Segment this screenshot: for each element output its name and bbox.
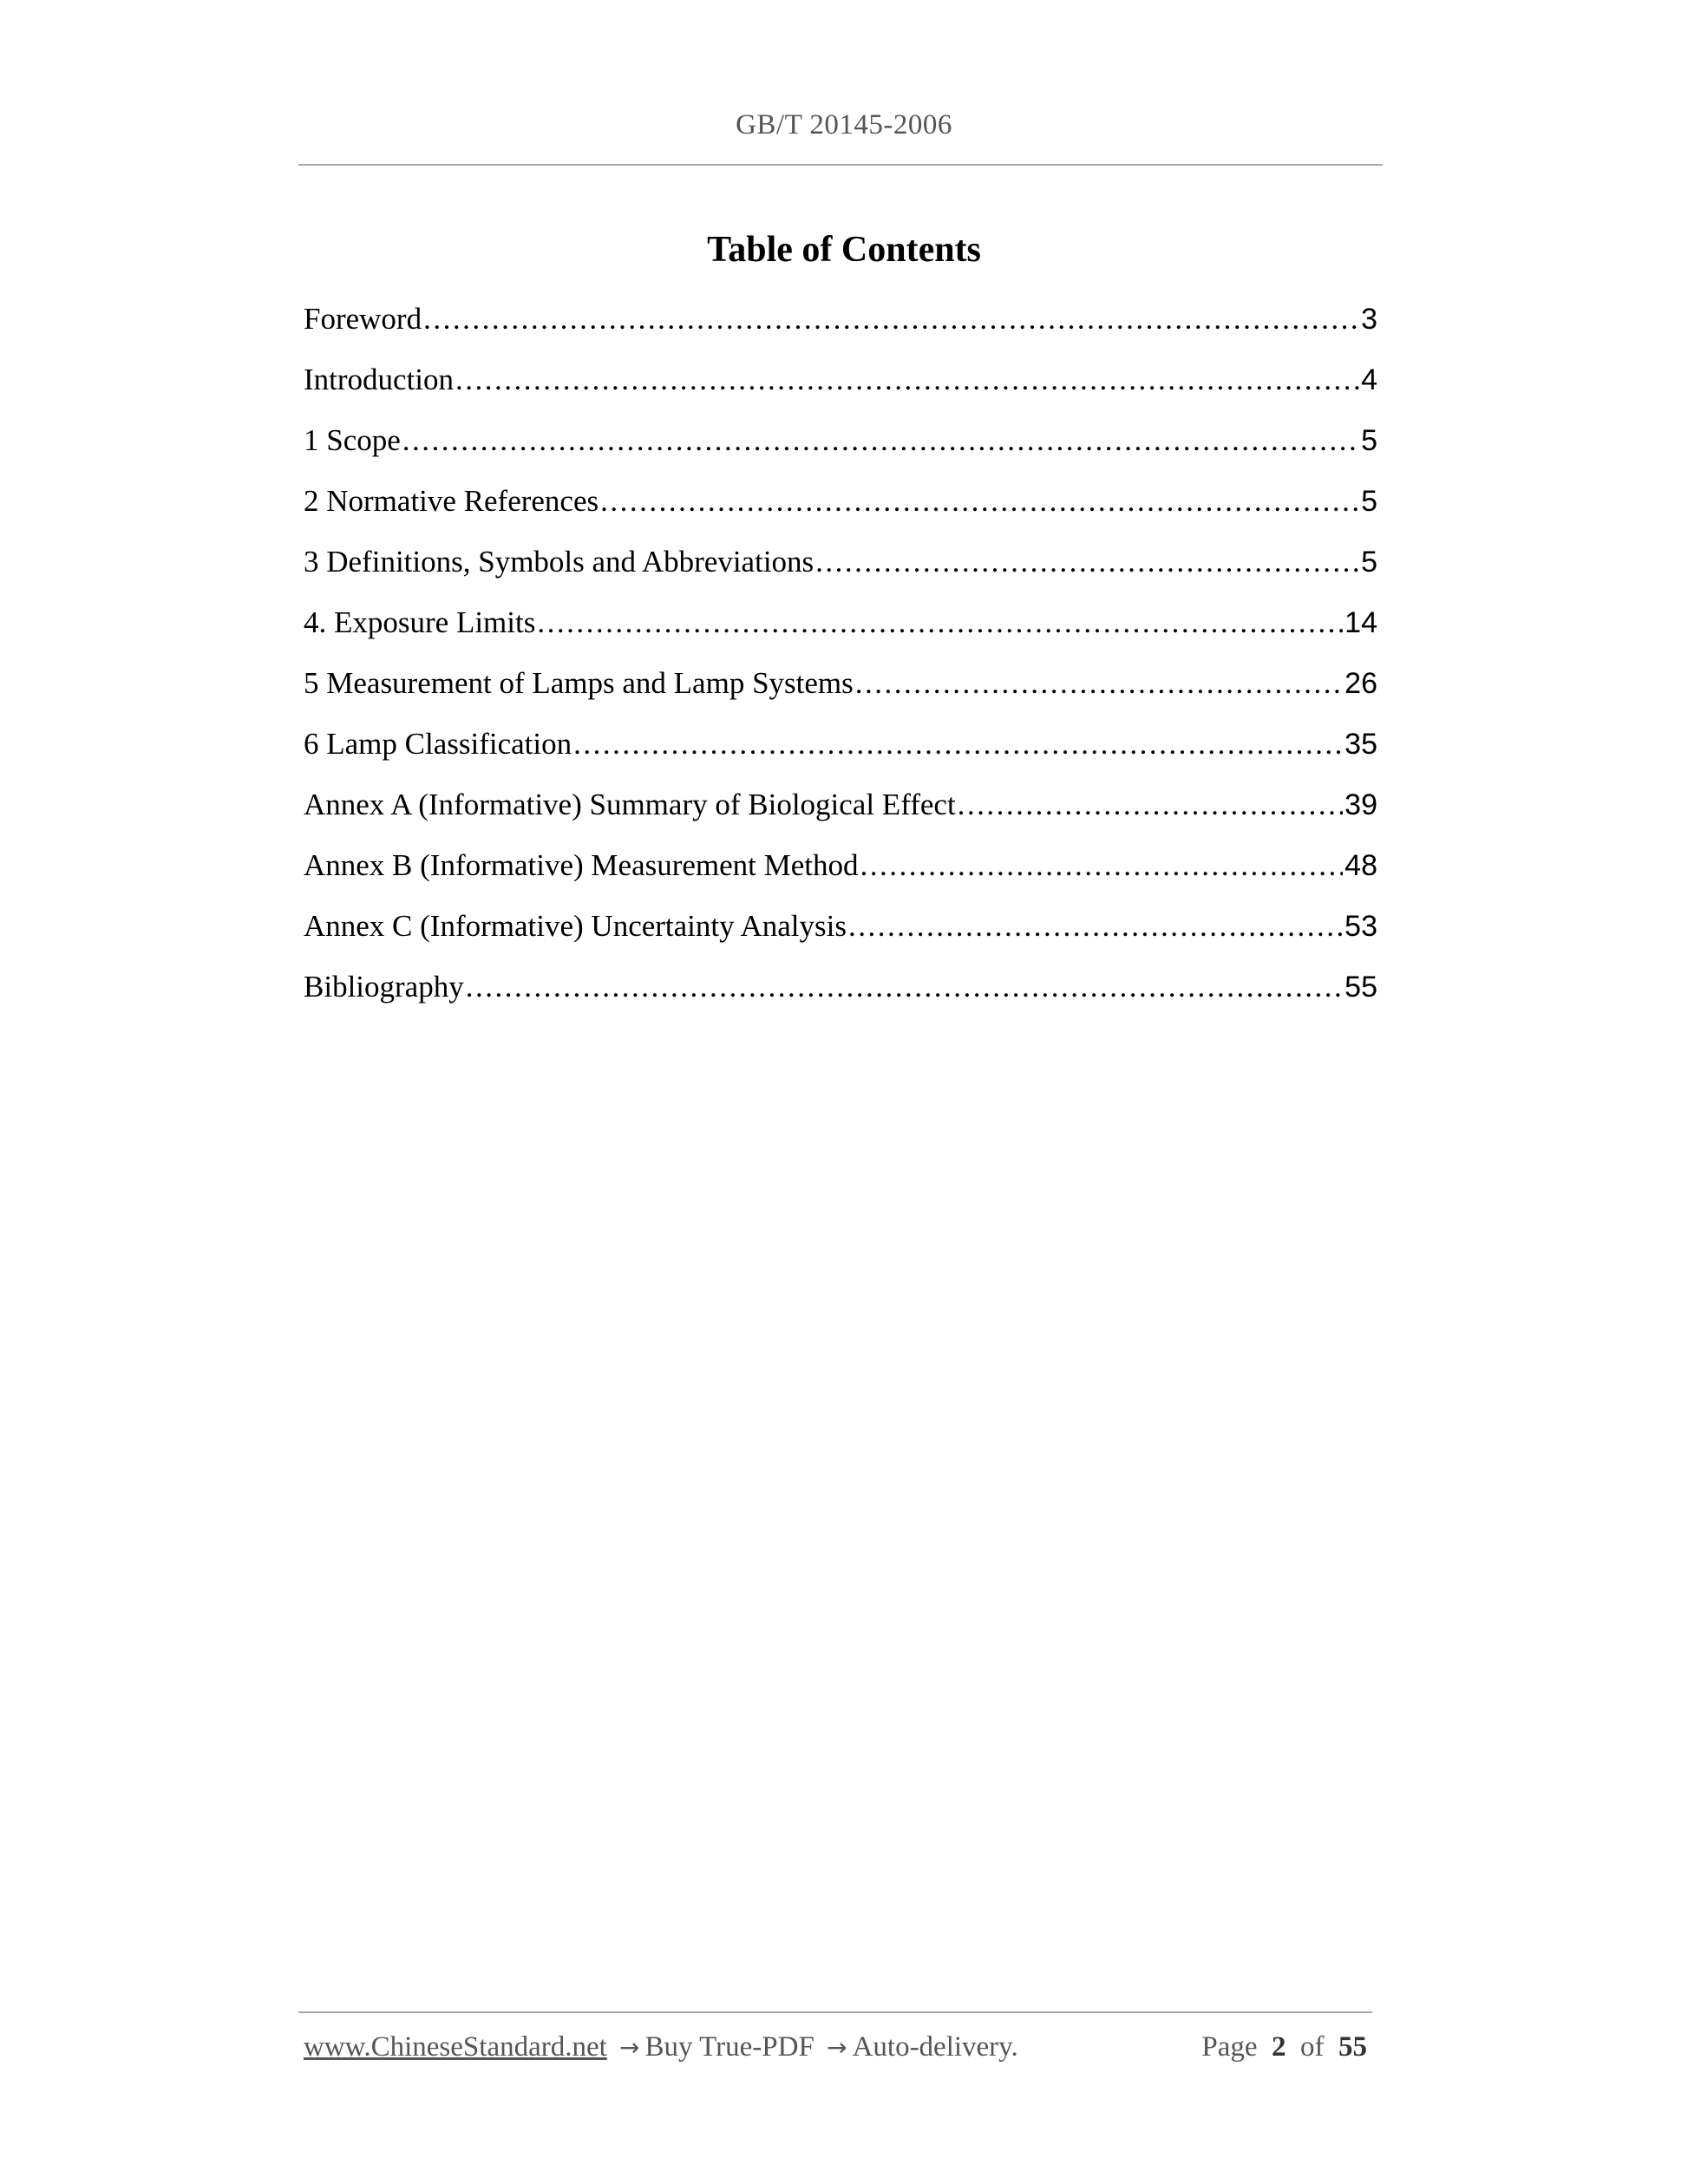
toc-entry-label: Annex B (Informative) Measurement Method xyxy=(304,848,859,882)
page-indicator xyxy=(1201,2031,1367,2063)
toc-entry-normative-references[interactable] xyxy=(304,484,1377,545)
page-word: Page xyxy=(1201,2031,1258,2063)
toc-entry-introduction[interactable] xyxy=(304,363,1377,423)
toc-entry-label: 1 Scope xyxy=(304,423,401,457)
dot-leader xyxy=(855,666,1343,701)
toc-entry-bibliography[interactable] xyxy=(304,970,1377,1030)
dot-leader xyxy=(455,363,1359,397)
toc-entry-page: 4 xyxy=(1361,363,1377,396)
arrow-right-icon: → xyxy=(619,2033,640,2062)
toc-entry-page: 48 xyxy=(1345,849,1377,882)
toc-entry-page: 55 xyxy=(1345,971,1377,1004)
dot-leader xyxy=(600,484,1359,519)
toc-list xyxy=(304,302,1377,1030)
dot-leader xyxy=(573,727,1343,762)
header-divider xyxy=(298,164,1383,166)
toc-entry-exposure-limits[interactable] xyxy=(304,605,1377,666)
buy-pdf-text: Buy True-PDF xyxy=(644,2031,815,2063)
site-link[interactable]: www.ChineseStandard.net xyxy=(304,2031,607,2063)
dot-leader xyxy=(402,423,1359,458)
toc-title: Table of Contents xyxy=(707,230,981,270)
toc-entry-scope[interactable] xyxy=(304,423,1377,484)
total-page-count: 55 xyxy=(1338,2031,1367,2063)
document-header: GB/T 20145-2006 xyxy=(736,109,952,141)
toc-entry-label: 3 Definitions, Symbols and Abbreviations xyxy=(304,545,815,579)
toc-entry-label: Introduction xyxy=(304,363,455,396)
toc-entry-measurement-of-lamps[interactable] xyxy=(304,666,1377,727)
toc-entry-page: 5 xyxy=(1361,424,1377,457)
toc-entry-page: 26 xyxy=(1345,667,1377,700)
toc-entry-page: 53 xyxy=(1345,910,1377,943)
of-word: of xyxy=(1300,2031,1325,2063)
toc-entry-foreword[interactable] xyxy=(304,302,1377,363)
footer-divider xyxy=(298,2011,1372,2013)
toc-entry-page: 35 xyxy=(1345,728,1377,761)
toc-entry-page: 39 xyxy=(1345,788,1377,821)
toc-entry-annex-a[interactable] xyxy=(304,788,1377,848)
toc-entry-page: 3 xyxy=(1361,303,1377,336)
dot-leader xyxy=(466,970,1343,1004)
dot-leader xyxy=(958,788,1344,822)
dot-leader xyxy=(848,909,1343,944)
auto-delivery-text: Auto-delivery. xyxy=(852,2031,1018,2063)
dot-leader xyxy=(537,605,1343,640)
dot-leader xyxy=(860,848,1344,883)
toc-entry-label: Bibliography xyxy=(304,970,464,1004)
toc-entry-lamp-classification[interactable] xyxy=(304,727,1377,788)
toc-entry-annex-c[interactable] xyxy=(304,909,1377,970)
toc-entry-page: 5 xyxy=(1361,485,1377,518)
toc-entry-annex-b[interactable] xyxy=(304,848,1377,909)
dot-leader xyxy=(815,545,1359,579)
dot-leader xyxy=(423,302,1359,337)
arrow-right-icon: → xyxy=(827,2033,847,2062)
toc-entry-page: 14 xyxy=(1345,606,1377,639)
toc-entry-label: Annex A (Informative) Summary of Biological Effect xyxy=(304,788,956,821)
toc-entry-page: 5 xyxy=(1361,546,1377,579)
toc-entry-label: 5 Measurement of Lamps and Lamp Systems xyxy=(304,666,854,700)
toc-entry-label: 2 Normative References xyxy=(304,484,599,518)
current-page-number: 2 xyxy=(1272,2031,1286,2063)
toc-entry-definitions[interactable] xyxy=(304,545,1377,605)
toc-entry-label: Annex C (Informative) Uncertainty Analysis xyxy=(304,909,847,943)
toc-entry-label: 6 Lamp Classification xyxy=(304,727,572,761)
toc-entry-label: Foreword xyxy=(304,302,422,336)
toc-entry-label: 4. Exposure Limits xyxy=(304,605,536,639)
footer-promo xyxy=(304,2031,1018,2063)
